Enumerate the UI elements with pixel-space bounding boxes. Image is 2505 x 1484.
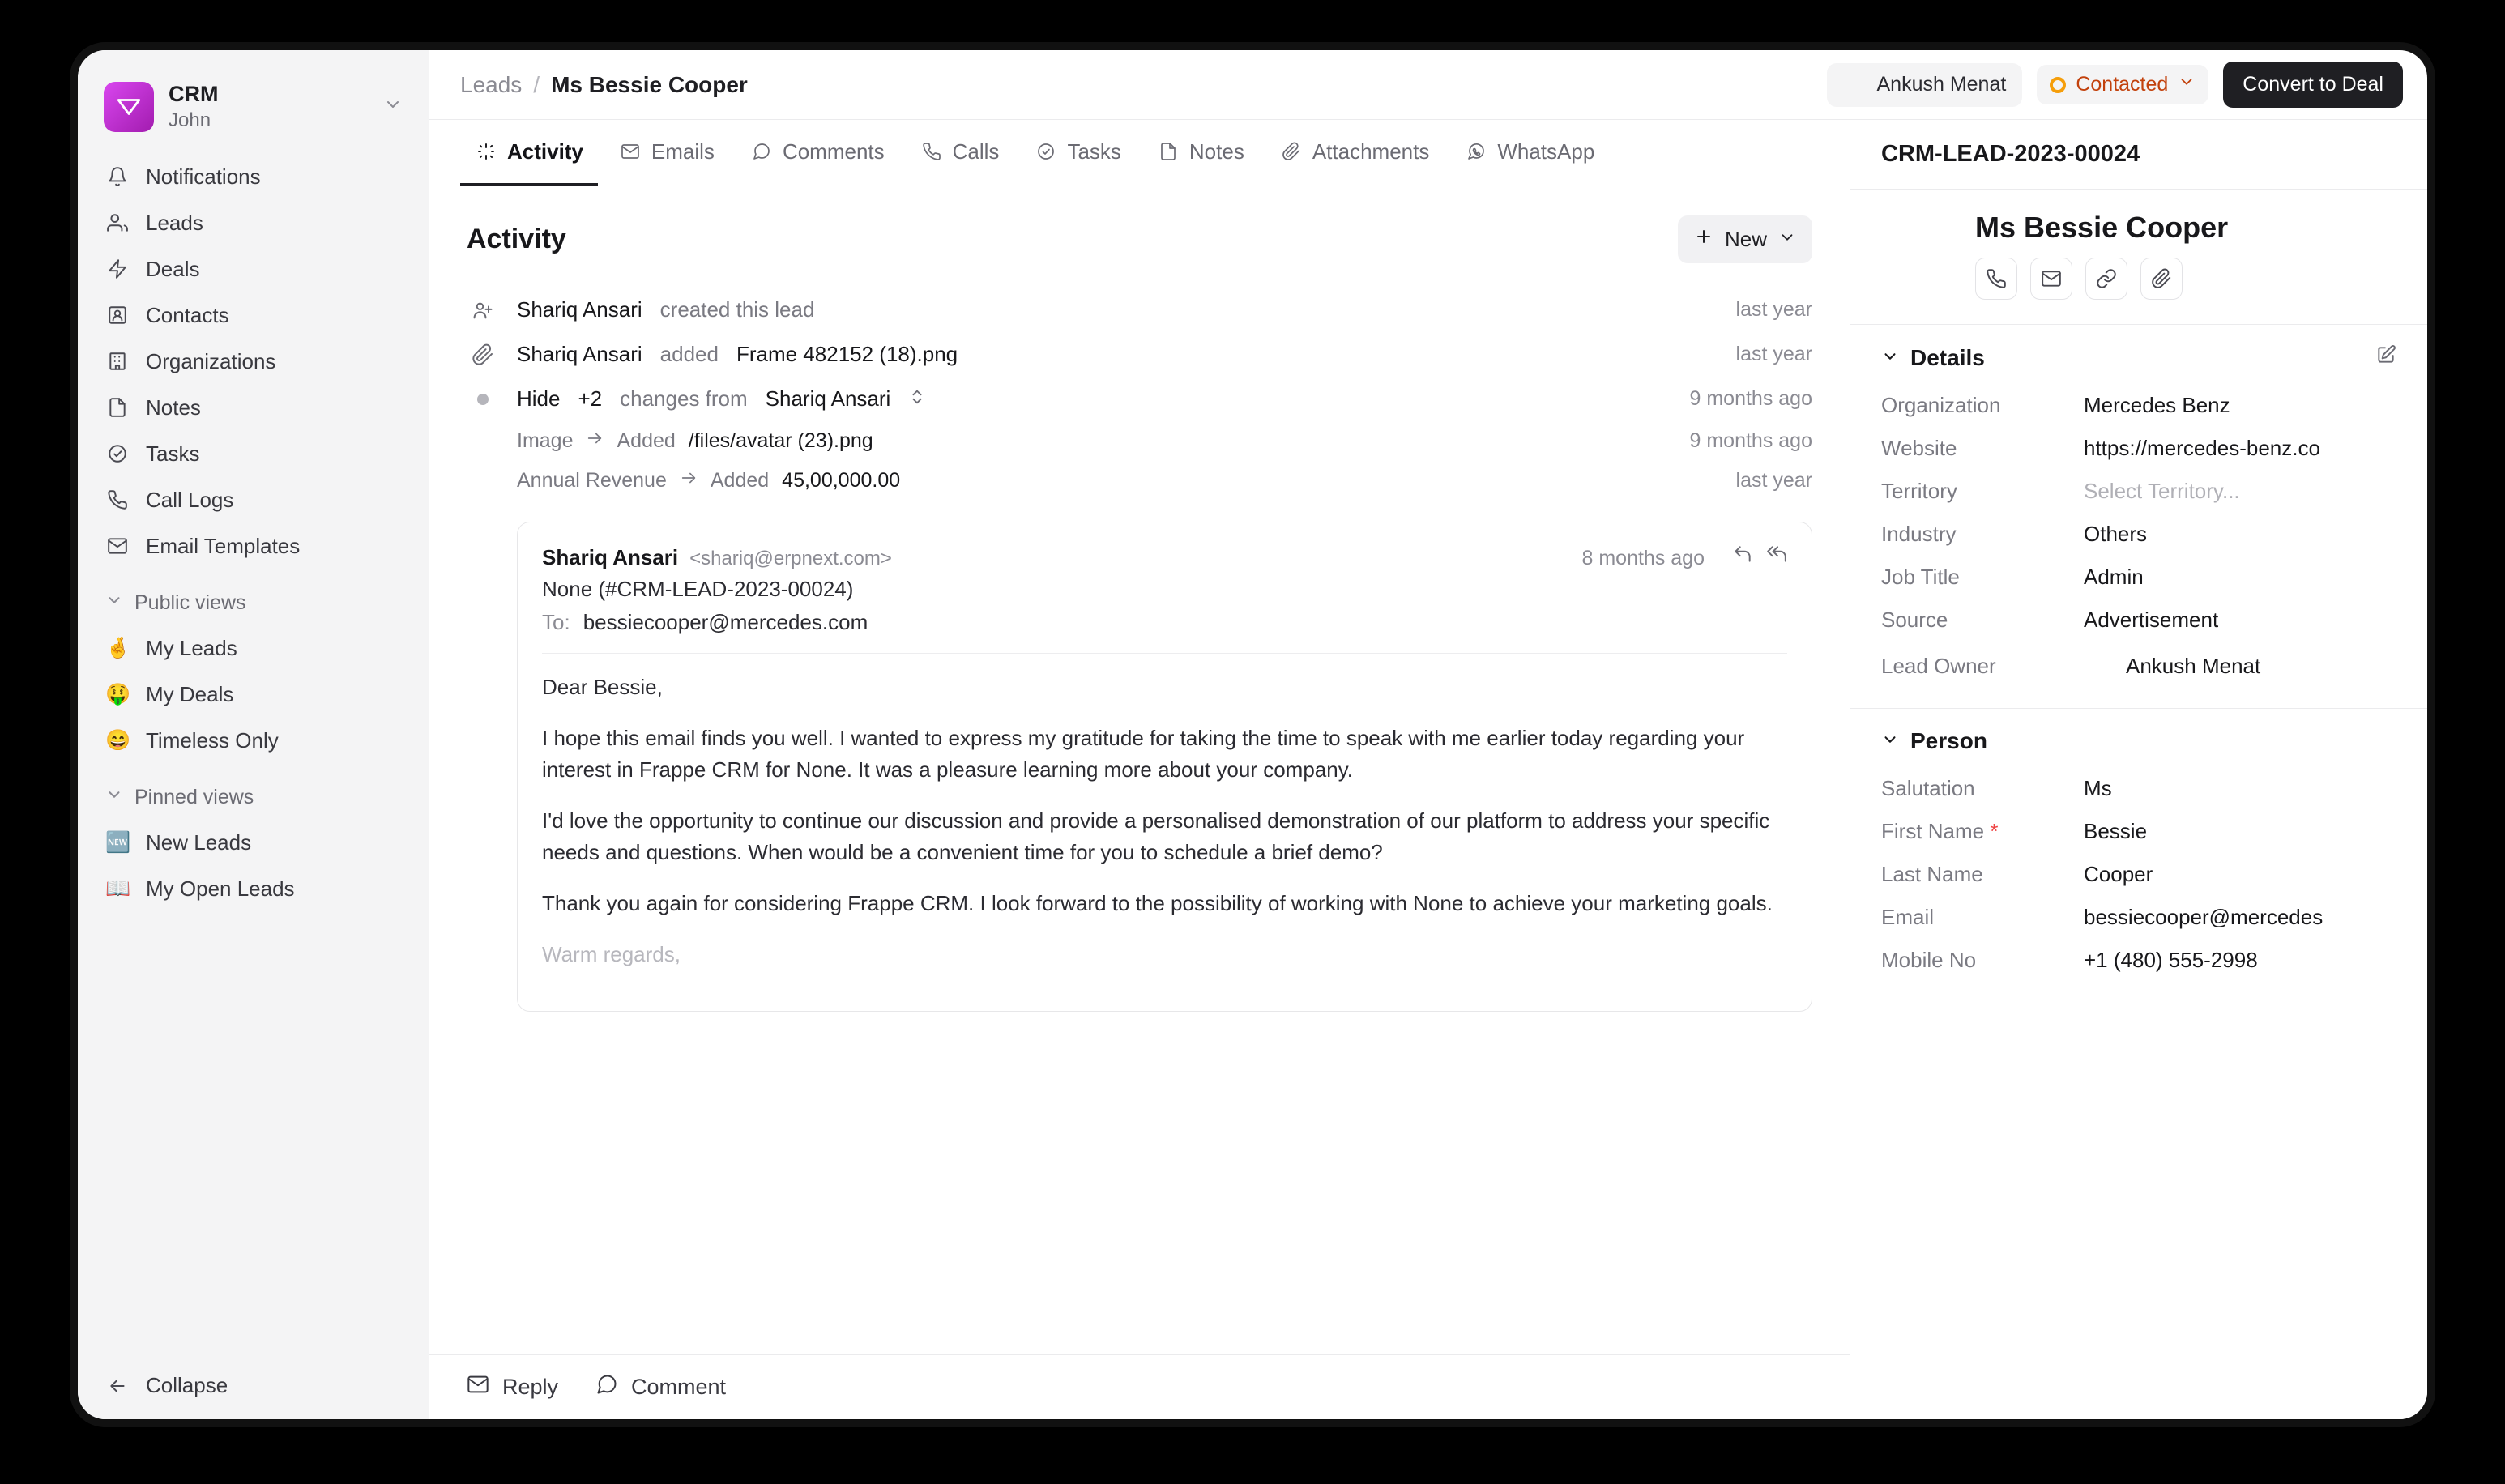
- change-value: /files/avatar (23).png: [688, 429, 873, 452]
- changes-text: changes from: [620, 386, 748, 411]
- sidebar-item-label: Notifications: [146, 164, 261, 189]
- field-value: Select Territory...: [2084, 479, 2240, 503]
- field-label: Organization: [1881, 393, 2001, 417]
- sidebar-item-my-open-leads[interactable]: [92, 866, 414, 912]
- field-value: Ankush Menat: [2126, 653, 2261, 678]
- workspace-switcher[interactable]: [92, 71, 414, 143]
- field-value: Admin: [2084, 565, 2144, 589]
- phone-icon: [920, 140, 943, 163]
- field-label: Job Title: [1881, 565, 1960, 589]
- field-value: https://mercedes-benz.co: [2084, 436, 2320, 460]
- chevron-down-icon: [105, 786, 123, 809]
- tab-label: Attachments: [1312, 139, 1430, 164]
- changes-actor: Shariq Ansari: [765, 386, 891, 411]
- activity-pane: [429, 120, 1850, 1419]
- primary-nav: [78, 154, 429, 912]
- email-subject: None (#CRM-LEAD-2023-00024): [542, 577, 854, 601]
- field-mobile-no[interactable]: [1850, 939, 2427, 982]
- required-marker: *: [1984, 819, 1999, 843]
- event-verb: created this lead: [659, 297, 815, 322]
- note-icon: [1157, 140, 1180, 163]
- phone-icon[interactable]: [1975, 258, 2017, 300]
- sidebar-item-my-deals[interactable]: [92, 672, 414, 718]
- field-territory[interactable]: [1850, 470, 2427, 513]
- field-label: Territory: [1881, 479, 1957, 503]
- attachment-icon: [1280, 140, 1303, 163]
- mail-icon[interactable]: [2030, 258, 2072, 300]
- change-time: 9 months ago: [1689, 429, 1812, 452]
- field-email[interactable]: [1850, 896, 2427, 939]
- field-last-name[interactable]: [1850, 853, 2427, 896]
- convert-to-deal-button[interactable]: Convert to Deal: [2223, 62, 2403, 108]
- sidebar-item-label: New Leads: [146, 829, 252, 855]
- brand-title: CRM: [169, 82, 219, 106]
- avatar[interactable]: [1881, 219, 1954, 292]
- whatsapp-icon: [1465, 140, 1487, 163]
- comment-button[interactable]: [595, 1373, 726, 1401]
- event-actor: Shariq Ansari: [517, 297, 642, 322]
- field-label: Lead Owner: [1881, 653, 1996, 678]
- field-lead-owner[interactable]: [1850, 642, 2427, 690]
- leads-icon: [105, 211, 130, 235]
- tab-label: Activity: [507, 139, 583, 164]
- email-time: 8 months ago: [1581, 547, 1705, 569]
- activity-body: [429, 186, 1850, 1354]
- details-title: Details: [1910, 344, 1985, 370]
- breadcrumb-current: Ms Bessie Cooper: [551, 71, 748, 97]
- field-value: bessiecooper@mercedes: [2084, 905, 2324, 929]
- field-label: First Name: [1881, 819, 1985, 843]
- contacts-icon: [105, 303, 130, 327]
- collapse-label: Collapse: [146, 1373, 228, 1397]
- sidebar-item-label: Notes: [146, 394, 201, 420]
- money-face-emoji-icon: 🤑: [105, 682, 131, 706]
- avatar: [1835, 70, 1866, 100]
- tab-label: Calls: [952, 139, 1000, 164]
- field-label: Industry: [1881, 522, 1957, 546]
- tasks-icon: [105, 441, 130, 466]
- bell-icon: [105, 164, 130, 189]
- tab-activity[interactable]: [460, 120, 598, 186]
- sidebar-item-call-logs[interactable]: [92, 477, 414, 523]
- avatar: [2084, 650, 2115, 681]
- email-to-label: To:: [542, 610, 570, 634]
- sidebar-item-organizations[interactable]: [92, 339, 414, 385]
- plus-icon: [1694, 227, 1713, 252]
- email-body: [542, 672, 1787, 970]
- attachment-icon[interactable]: [2140, 258, 2183, 300]
- sidebar-item-leads[interactable]: [92, 200, 414, 246]
- tab-notes[interactable]: [1142, 120, 1259, 186]
- email-icon: [467, 1373, 489, 1401]
- chevron-down-icon: [383, 95, 403, 118]
- event-verb: added: [659, 342, 719, 366]
- arrow-right-icon: [586, 429, 604, 453]
- tab-label: Tasks: [1067, 139, 1121, 164]
- event-actor: Shariq Ansari: [517, 342, 642, 366]
- breadcrumb-separator: /: [533, 71, 540, 97]
- field-job-title[interactable]: [1850, 556, 2427, 599]
- record-id: CRM-LEAD-2023-00024: [1850, 120, 2427, 190]
- email-paragraph: I'd love the opportunity to continue our discussion and provide a personalised demonstration of our platform to address your specific needs and questions. When would be a convenient time for you to schedule a brief demo?: [542, 808, 1770, 864]
- app-window: [78, 50, 2427, 1419]
- content-row: [429, 120, 2427, 1419]
- section-public-views[interactable]: [92, 581, 414, 625]
- change-row: [467, 461, 1812, 501]
- comment-icon: [750, 140, 773, 163]
- email-icon: [619, 140, 642, 163]
- email-paragraph: Dear Bessie,: [542, 675, 663, 699]
- sidebar-item-contacts[interactable]: [92, 292, 414, 339]
- new-button-label: New: [1724, 227, 1767, 251]
- chevron-down-icon: [1881, 345, 1899, 371]
- brand-user: John: [169, 109, 211, 131]
- changes-hide-label: Hide: [517, 386, 561, 411]
- notes-icon: [105, 395, 130, 420]
- task-icon: [1035, 140, 1057, 163]
- change-field: Annual Revenue: [517, 469, 667, 492]
- tab-calls[interactable]: [906, 120, 1014, 186]
- change-value: 45,00,000.00: [782, 469, 901, 492]
- field-value: +1 (480) 555-2998: [2084, 948, 2258, 972]
- chevron-down-icon: [1778, 227, 1796, 252]
- sidebar: [78, 50, 429, 1419]
- tab-whatsapp[interactable]: [1450, 120, 1609, 186]
- event-time: last year: [1735, 343, 1812, 365]
- sidebar-item-timeless-only[interactable]: [92, 718, 414, 764]
- activity-event: [467, 332, 1812, 377]
- breadcrumb-leads[interactable]: Leads: [460, 71, 523, 97]
- assignee-chip[interactable]: [1827, 63, 2023, 107]
- page-title: Activity: [467, 224, 566, 254]
- field-value: Mercedes Benz: [2084, 393, 2230, 417]
- email-paragraph: I hope this email finds you well. I wanted to express my gratitude for taking the time to speak with me earlier today regarding your interest in Frappe CRM for None. It was a pleasure learning more about your company.: [542, 726, 1745, 782]
- crm-logo-icon: [104, 82, 154, 132]
- footer-actions: [429, 1354, 1850, 1419]
- email-to-value: bessiecooper@mercedes.com: [583, 610, 868, 634]
- activity-icon: [475, 140, 497, 163]
- phone-icon: [105, 488, 130, 512]
- change-time: last year: [1735, 469, 1812, 492]
- smile-emoji-icon: 😄: [105, 728, 131, 752]
- sidebar-item-deals[interactable]: [92, 246, 414, 292]
- sidebar-item-label: Tasks: [146, 441, 200, 466]
- change-action: Added: [617, 429, 676, 452]
- chevron-down-icon: [1881, 728, 1899, 754]
- details-section-header[interactable]: [1850, 325, 2427, 384]
- field-label: Mobile No: [1881, 948, 1977, 972]
- sidebar-item-my-leads[interactable]: [92, 625, 414, 672]
- person-title: Person: [1910, 728, 1987, 753]
- sidebar-item-label: Call Logs: [146, 487, 234, 512]
- email-sender: Shariq Ansari: [542, 545, 679, 569]
- changes-count: +2: [578, 386, 603, 411]
- hand-emoji-icon: 🤞: [105, 636, 131, 659]
- changes-toggle-row[interactable]: [467, 377, 1812, 421]
- email-card[interactable]: [517, 522, 1812, 1012]
- sidebar-item-label: My Deals: [146, 681, 234, 706]
- tab-attachments[interactable]: [1265, 120, 1445, 186]
- sidebar-item-label: My Leads: [146, 635, 237, 660]
- collapse-icon: [105, 1374, 130, 1398]
- arrow-right-icon: [680, 469, 698, 493]
- organizations-icon: [105, 349, 130, 373]
- field-website[interactable]: [1850, 427, 2427, 470]
- event-time: last year: [1735, 298, 1812, 321]
- email-paragraph: Warm regards,: [542, 942, 681, 966]
- divider: [542, 653, 1787, 654]
- reply-button[interactable]: [467, 1373, 558, 1401]
- collapse-sidebar-button[interactable]: [78, 1360, 429, 1419]
- person-section-header[interactable]: [1850, 709, 2427, 767]
- main-area: [429, 50, 2427, 1419]
- field-label: Website: [1881, 436, 1957, 460]
- sidebar-item-label: Leads: [146, 210, 203, 235]
- new-activity-button[interactable]: [1678, 215, 1812, 263]
- sidebar-item-label: Timeless Only: [146, 727, 279, 753]
- field-value: Others: [2084, 522, 2148, 546]
- tab-label: Emails: [651, 139, 715, 164]
- sidebar-item-label: Deals: [146, 256, 200, 281]
- change-field: Image: [517, 429, 574, 452]
- field-value: Cooper: [2084, 862, 2153, 886]
- activity-header: [467, 215, 1812, 263]
- event-object: Frame 482152 (18).png: [736, 342, 958, 366]
- tab-bar: [429, 120, 1850, 186]
- email-sender-address: <shariq@erpnext.com>: [689, 548, 892, 569]
- activity-event: [467, 288, 1812, 332]
- tab-label: Notes: [1188, 139, 1244, 164]
- field-label: Source: [1881, 608, 1948, 632]
- field-label: Salutation: [1881, 776, 1975, 800]
- field-salutation[interactable]: [1850, 767, 2427, 810]
- section-label: Public views: [134, 591, 246, 614]
- sidebar-item-label: Contacts: [146, 302, 229, 327]
- reply-icon[interactable]: [1732, 544, 1753, 569]
- sidebar-item-label: My Open Leads: [146, 876, 295, 901]
- email-paragraph: Thank you again for considering Frappe CRM. I look forward to the possibility of working with None to achieve your marketing goals.: [542, 891, 1773, 915]
- link-icon[interactable]: [2085, 258, 2127, 300]
- topbar: [429, 50, 2427, 120]
- comment-label: Comment: [631, 1375, 727, 1399]
- tab-tasks[interactable]: [1020, 120, 1135, 186]
- tab-label: Comments: [782, 139, 885, 164]
- sidebar-item-label: Email Templates: [146, 533, 301, 558]
- sort-toggle-icon[interactable]: [908, 386, 926, 412]
- sidebar-item-tasks[interactable]: [92, 431, 414, 477]
- tab-comments[interactable]: [736, 120, 899, 186]
- chevron-down-icon: [2178, 73, 2196, 96]
- timeline-dot-icon: [467, 394, 499, 405]
- tab-emails[interactable]: [604, 120, 729, 186]
- change-row: [467, 421, 1812, 461]
- sidebar-item-email-templates[interactable]: [92, 523, 414, 569]
- sidebar-item-notes[interactable]: [92, 385, 414, 431]
- record-detail-panel: [1850, 120, 2427, 1419]
- tab-label: WhatsApp: [1497, 139, 1595, 164]
- comment-icon: [595, 1373, 618, 1401]
- field-organization[interactable]: [1850, 384, 2427, 427]
- sidebar-item-notifications[interactable]: [92, 154, 414, 200]
- status-badge[interactable]: [2037, 65, 2208, 104]
- record-name: Ms Bessie Cooper: [1975, 211, 2229, 244]
- record-hero: [1850, 190, 2427, 325]
- sidebar-item-label: Organizations: [146, 348, 276, 373]
- field-label: Last Name: [1881, 862, 1983, 886]
- field-label: Email: [1881, 905, 1935, 929]
- reply-label: Reply: [502, 1375, 559, 1399]
- field-value: Ms: [2084, 776, 2112, 800]
- chevron-down-icon: [105, 591, 123, 615]
- book-emoji-icon: 📖: [105, 876, 131, 900]
- section-label: Pinned views: [134, 785, 254, 808]
- assignee-name: Ankush Menat: [1876, 73, 2007, 96]
- new-emoji-icon: 🆕: [105, 830, 131, 854]
- avatar: [467, 531, 503, 566]
- field-source[interactable]: [1850, 599, 2427, 642]
- status-label: Contacted: [2076, 73, 2169, 96]
- sidebar-item-new-leads[interactable]: [92, 820, 414, 866]
- field-value: Advertisement: [2084, 608, 2219, 632]
- mail-icon: [105, 534, 130, 558]
- user-added-icon: [467, 299, 499, 322]
- reply-all-icon[interactable]: [1766, 544, 1787, 569]
- section-pinned-views[interactable]: [92, 775, 414, 820]
- deals-icon: [105, 257, 130, 281]
- scroll-fade: [429, 1281, 1850, 1354]
- field-first-name[interactable]: [1850, 810, 2427, 853]
- field-value: Bessie: [2084, 819, 2148, 843]
- changes-time: 9 months ago: [1689, 387, 1812, 410]
- field-industry[interactable]: [1850, 513, 2427, 556]
- edit-icon[interactable]: [2375, 344, 2396, 371]
- attachment-icon: [467, 343, 499, 366]
- change-action: Added: [710, 469, 770, 492]
- status-dot-icon: [2050, 77, 2066, 93]
